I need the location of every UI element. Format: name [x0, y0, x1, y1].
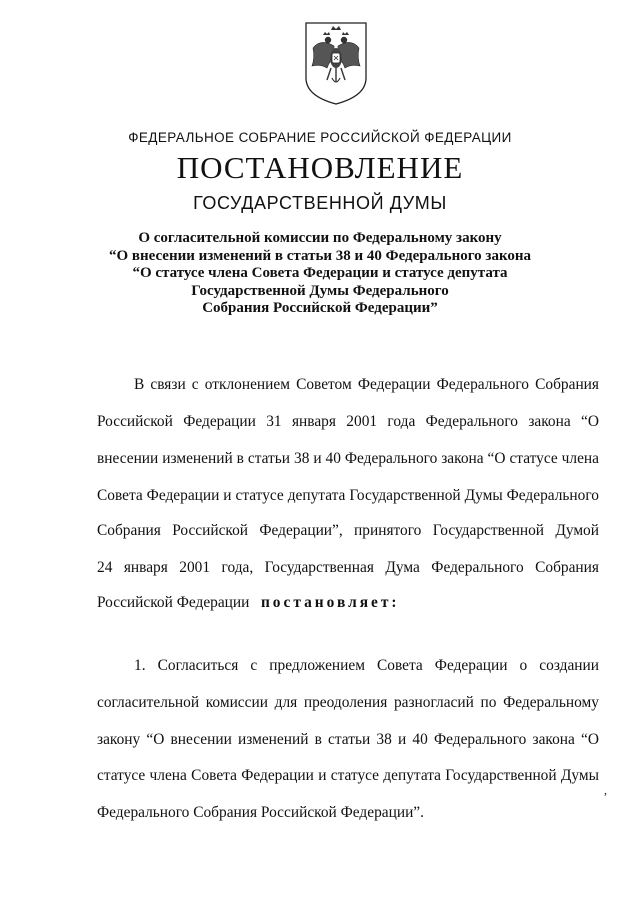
heading-line: О согласительной комиссии по Федеральному закону — [138, 230, 502, 246]
paragraph-line: 24 января 2001 года, Государственная Дума Федерального Собрания — [97, 559, 599, 576]
paragraph-last-line — [97, 593, 599, 613]
document-heading — [0, 230, 640, 318]
paragraph-line: закону “О внесении изменений в статьи 38 и 40 Федерального закона “О — [97, 731, 599, 748]
heading-line: Государственной Думы Федерального — [191, 282, 449, 299]
paragraph-line: статусе члена Совета Федерации и статусе депутата Государственной Думы — [97, 767, 599, 784]
last-line-prefix: Российской Федерации — [97, 594, 250, 611]
paragraph-line: согласительной комиссии для преодоления разногласий по Федеральному — [97, 694, 599, 711]
paragraph-line: Собрания Российской Федерации”, принятого Государственной Думой — [97, 522, 599, 539]
paragraph-line: Совета Федерации и статусе депутата Государственной Думы Федерального — [97, 487, 599, 504]
coat-of-arms-emblem — [303, 20, 369, 106]
heading-line: “О статусе члена Совета Федерации и статусе депутата — [132, 265, 508, 281]
margin-mark: , — [604, 783, 607, 797]
document-title: ПОСТАНОВЛЕНИЕ — [176, 150, 464, 185]
paragraph-line: Федерального Собрания Российской Федерации”. — [97, 804, 424, 821]
heading-line: Собрания Российской Федерации” — [202, 300, 438, 316]
document-subtitle: ГОСУДАРСТВЕННОЙ ДУМЫ — [193, 193, 447, 213]
heading-line: “О внесении изменений в статьи 38 и 40 Федерального закона — [108, 247, 532, 264]
decree-word: постановляет: — [260, 594, 400, 611]
paragraph-line: Российской Федерации 31 января 2001 года Федерального закона “О — [97, 413, 599, 430]
paragraph-line: 1. Согласиться с предложением Совета Федерации о создании — [134, 657, 599, 674]
organization-name: ФЕДЕРАЛЬНОЕ СОБРАНИЕ РОССИЙСКОЙ ФЕДЕРАЦИИ — [128, 130, 512, 145]
paragraph-line: В связи с отклонением Советом Федерации Федерального Собрания — [134, 376, 599, 393]
paragraph-line: внесении изменений в статьи 38 и 40 Федерального закона “О статусе члена — [97, 450, 599, 467]
